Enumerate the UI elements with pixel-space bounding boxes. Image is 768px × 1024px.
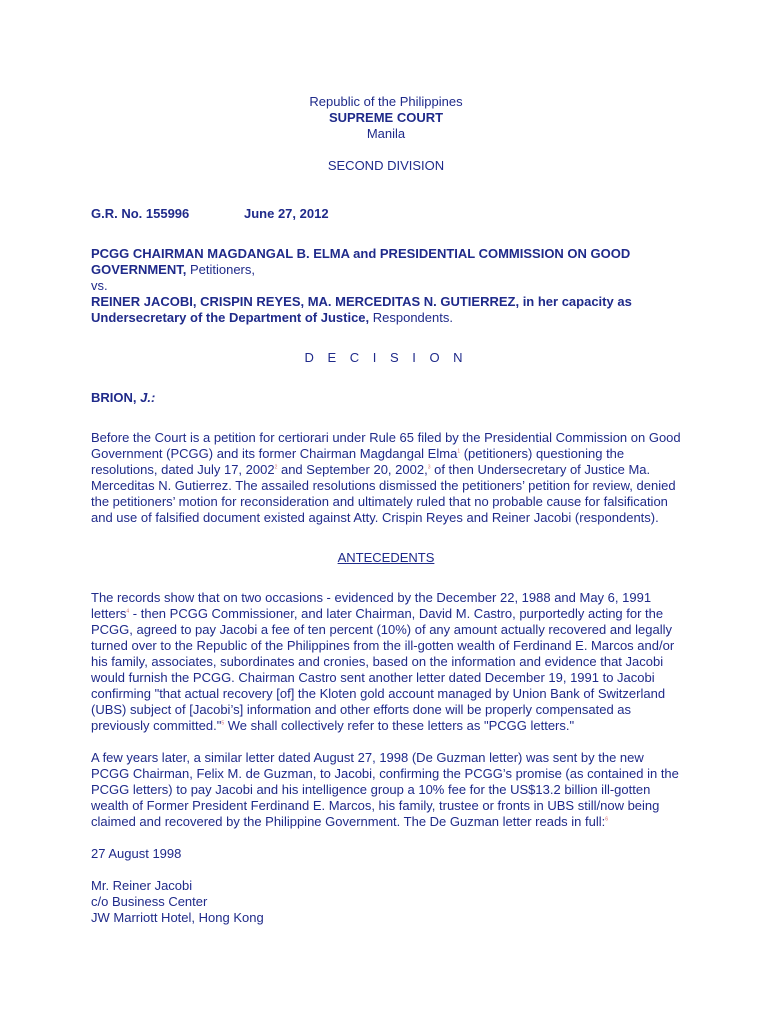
para2-text-c: We shall collectively refer to these letters as "PCGG letters."	[224, 718, 575, 733]
ponente-suffix: J.:	[136, 390, 156, 405]
letter-address-line-2: c/o Business Center	[91, 894, 208, 909]
letter-address-line-3: JW Marriott Hotel, Hong Kong	[91, 910, 264, 925]
court-name: SUPREME COURT	[328, 110, 444, 125]
para2-text-b: - then PCGG Commissioner, and later Chairman, David M. Castro, purportedly acting for the PCGG, agreed to pay Jacobi a fee of ten percent (10%) of any amount actually recovered and legally turned over to the Republic of the Philippines from the ill-gotten wealth of Ferdinand E. Marcos and/or his family, associates, subordinates and cronies, based on the information and evidence that Jacobi would furnish the PCGG. Chairman Castro sent another letter dated December 19, 1991 to Jacobi confirming "that actual recovery [of] the Kloten gold account managed by Union Bank of Switzerland (UBS) subject of [Jacobi’s] information and other efforts done will be properly compensated as previously committed."	[91, 606, 675, 733]
section-heading-antecedents: ANTECEDENTS	[337, 550, 435, 565]
versus-line: vs.	[91, 278, 108, 293]
city-line: Manila	[366, 126, 406, 141]
respondents-caption	[91, 294, 681, 326]
court-header	[91, 94, 681, 142]
gr-number: G.R. No. 155996	[91, 206, 190, 221]
ponente-line	[91, 390, 681, 406]
decision-title: D E C I S I O N	[304, 350, 468, 365]
para3-text-a: A few years later, a similar letter dated August 27, 1998 (De Guzman letter) was sent by the new PCGG Chairman, Felix M. de Guzman, to Jacobi, confirming the PCGG’s promise (as contained in the PCGG letters) to pay Jacobi and his intelligence group a 10% fee for the US$13.2 billion ill-gotten wealth of Former President Ferdinand E. Marcos, his family, trustee or fronts in UBS still/now being claimed and recovered by the Philippine Government. The De Guzman letter reads in full:	[91, 750, 679, 829]
letter-address-block	[91, 878, 681, 926]
decision-document	[91, 94, 681, 926]
ponente-name: BRION,	[91, 390, 137, 405]
letter-addressee: Mr. Reiner Jacobi	[91, 878, 193, 893]
respondents-names: REINER JACOBI, CRISPIN REYES, MA. MERCEDITAS N. GUTIERREZ, in her capacity as Undersecretary of the Department of Justice,	[91, 294, 632, 325]
case-number-row	[91, 206, 681, 222]
decision-date: June 27, 2012	[244, 206, 329, 221]
letter-date: 27 August 1998	[91, 846, 182, 861]
para1-text-a: Before the Court is a petition for certiorari under Rule 65 filed by the Presidential Commission on Good Government (PCGG) and its former Chairman Magdangal Elma	[91, 430, 681, 461]
para2-text-a: The records show that on two occasions - evidenced by the December 22, 1988 and May 6, 1991 letters	[91, 590, 652, 621]
footnote-ref-4[interactable]: 4	[126, 608, 130, 615]
republic-line: Republic of the Philippines	[309, 94, 463, 109]
para1-text-b: (petitioners) questioning the resolutions, dated July 17, 2002	[91, 446, 625, 477]
petitioners-caption	[91, 246, 681, 278]
paragraph-intro	[91, 430, 681, 526]
footnote-ref-3[interactable]: 3	[427, 464, 431, 471]
para1-text-d: of then Undersecretary of Justice Ma. Merceditas N. Gutierrez. The assailed resolutions dismissed the petitioners’ petition for review, denied the petitioners’ motion for reconsideration and ultimately ruled that no probable cause for falsification and use of falsified document existed against Atty. Crispin Reyes and Reiner Jacobi (respondents).	[91, 462, 676, 525]
footnote-ref-1[interactable]: 1	[457, 448, 461, 455]
footnote-ref-2[interactable]: 2	[274, 464, 278, 471]
petitioners-role: Petitioners,	[186, 262, 255, 277]
paragraph-records	[91, 590, 681, 734]
footnote-ref-6[interactable]: 6	[605, 816, 609, 823]
petitioners-names: PCGG CHAIRMAN MAGDANGAL B. ELMA and PRESIDENTIAL COMMISSION ON GOOD GOVERNMENT,	[91, 246, 631, 277]
division-line: SECOND DIVISION	[327, 158, 445, 173]
para1-text-c: and September 20, 2002,	[277, 462, 428, 477]
footnote-ref-5[interactable]: 5	[221, 720, 225, 727]
paragraph-de-guzman	[91, 750, 681, 830]
respondents-role: Respondents.	[369, 310, 453, 325]
